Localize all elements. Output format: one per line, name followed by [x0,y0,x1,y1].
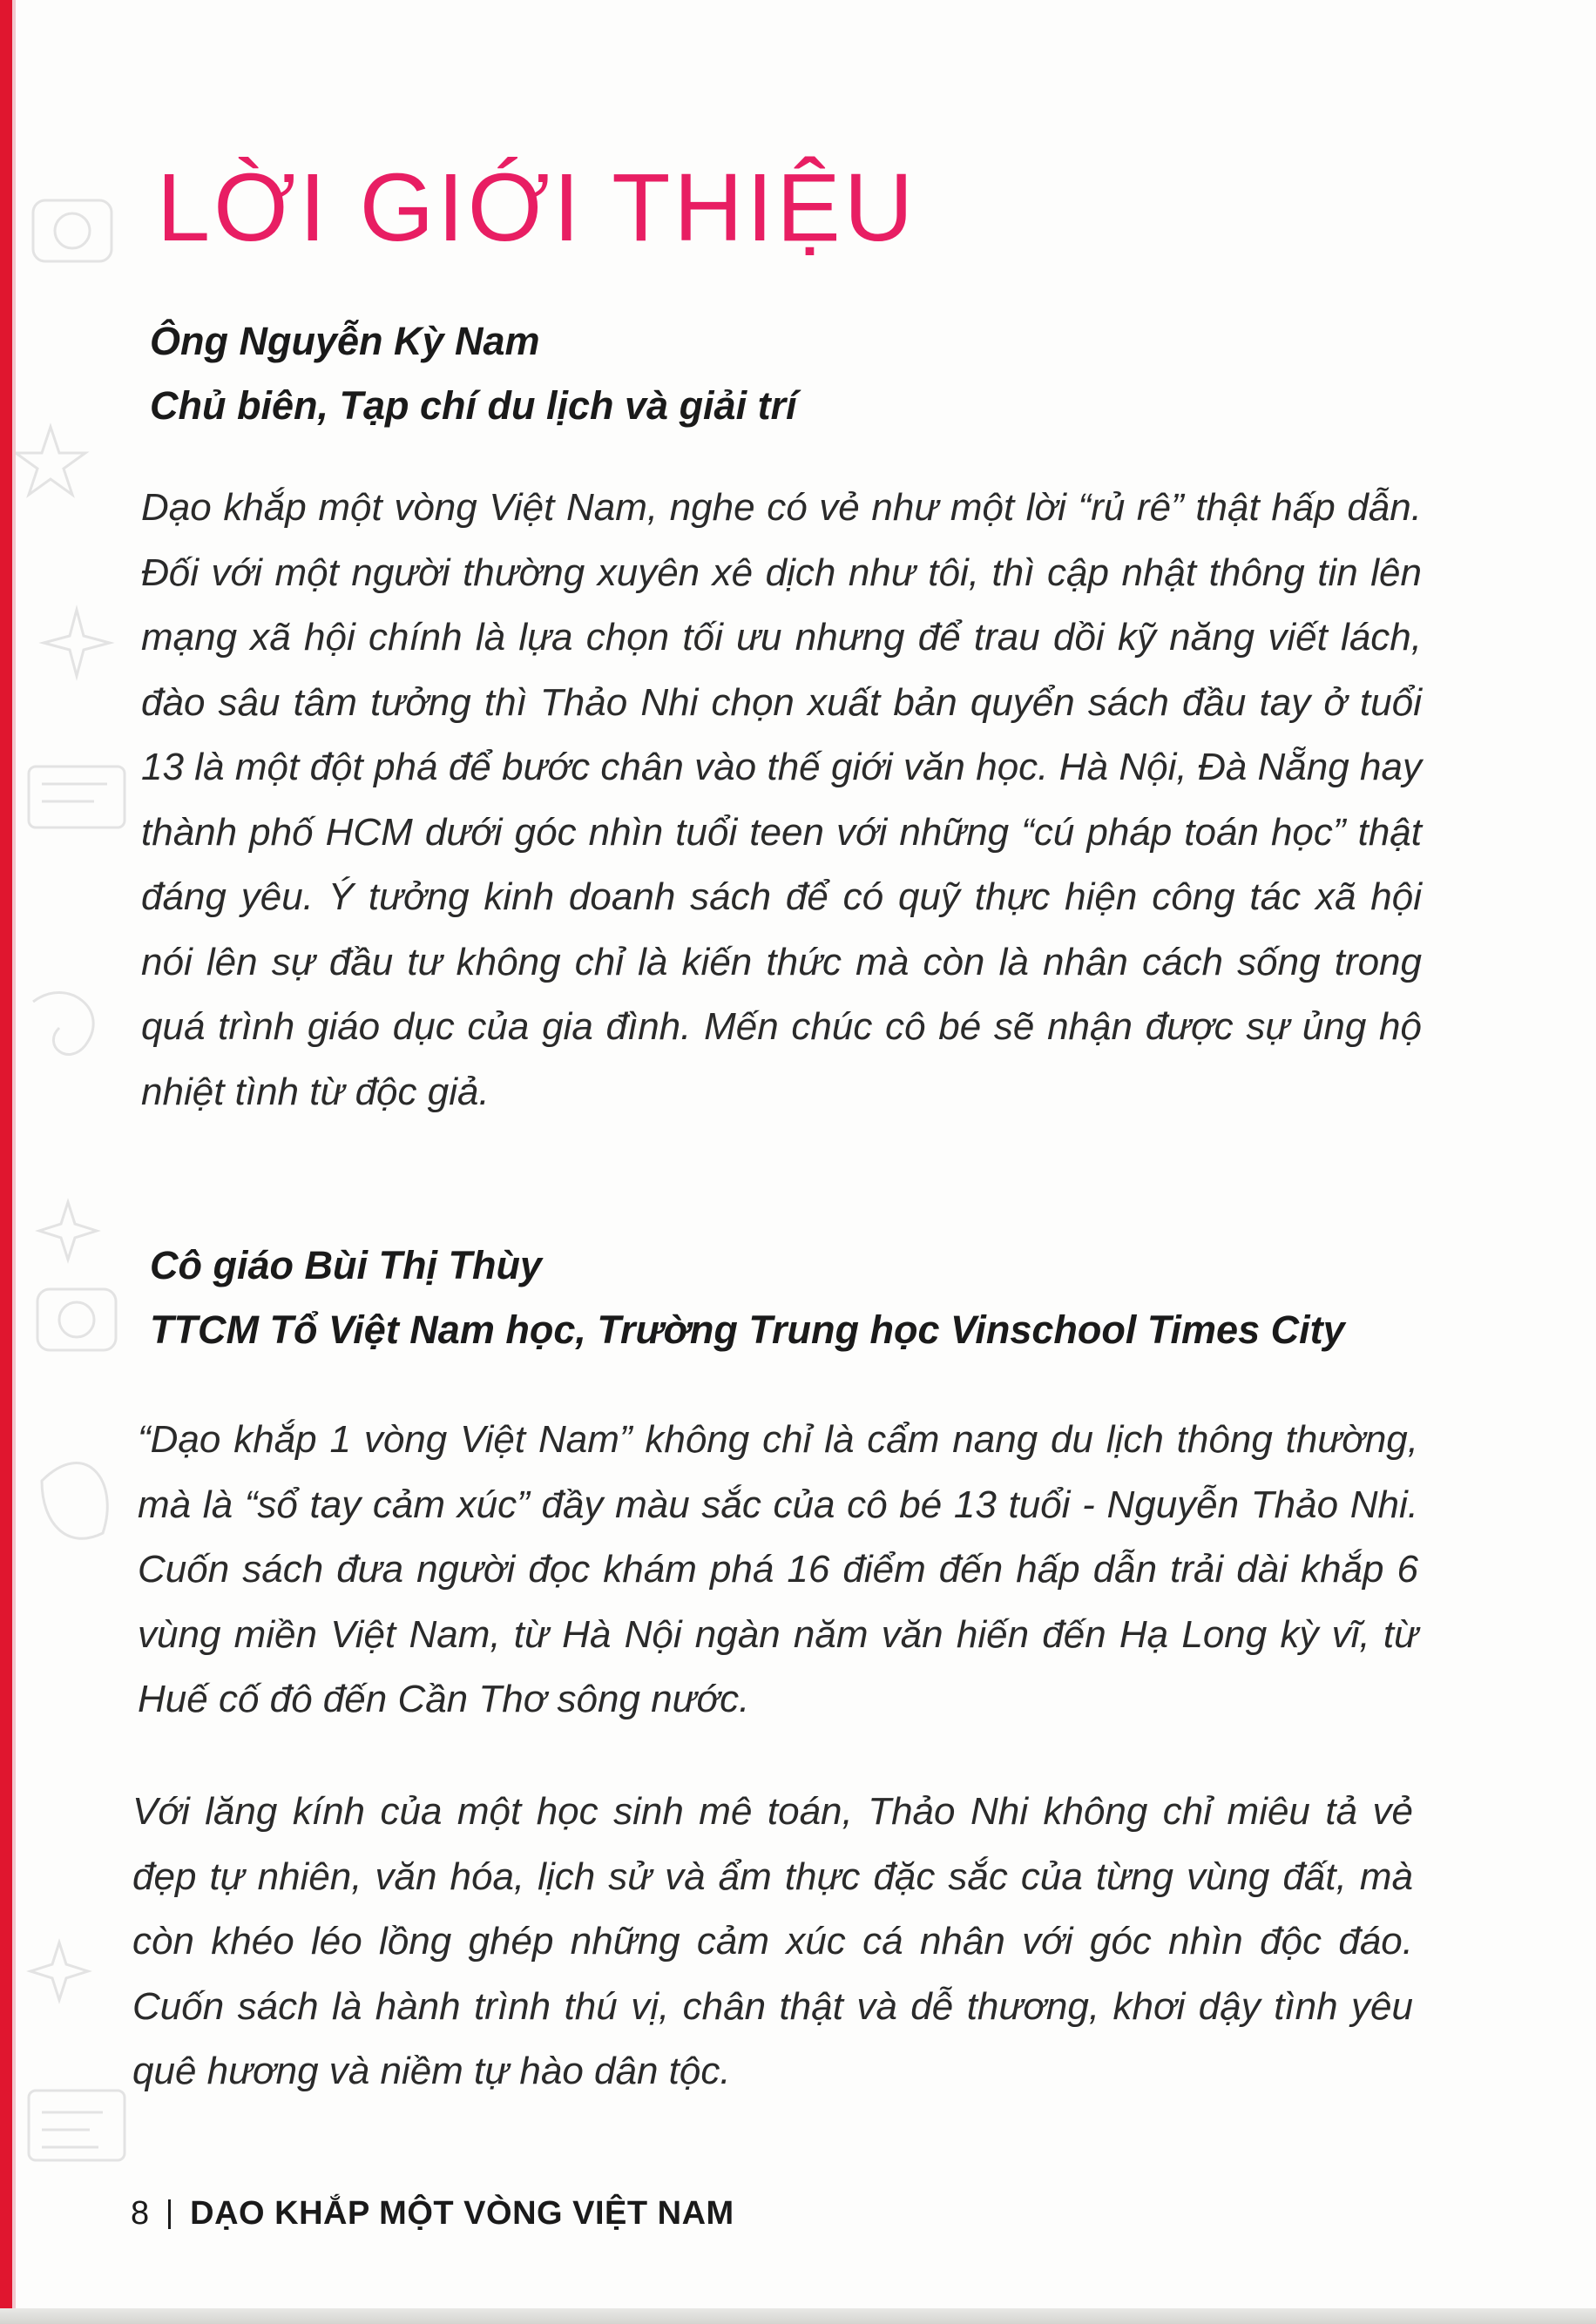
sparkle-icon [44,610,110,676]
paragraph: Với lăng kính của một học sinh mê toán, Thảo Nhi không chỉ miêu tả vẻ đẹp tự nhiên, văn hóa, lịch sử và ẩm thực đặc sắc của từng vùng đất, mà còn khéo léo lồng ghép những cảm xúc cá nhân với góc nhìn độc đáo. Cuốn sách là hành trình thú vị, chân thật và dễ thương, khơi dậy tình yêu quê hương và niềm tự hào dân tộc. [132,1790,1413,2092]
sparkle-icon-3 [30,1942,88,2000]
running-title: DẠO KHẮP MỘT VÒNG VIỆT NAM [190,2195,734,2232]
page-bottom-edge [0,2308,1596,2324]
author-role: TTCM Tổ Việt Nam học, Trường Trung học Vinschool Times City [150,1307,1345,1352]
star-icon [16,427,85,495]
author-role: Chủ biên, Tạp chí du lịch và giải trí [150,383,797,428]
postcard-icon [29,2091,125,2160]
red-spine-edge [0,0,12,2324]
paragraph: Dạo khắp một vòng Việt Nam, nghe có vẻ như một lời “rủ rê” thật hấp dẫn. Đối với một người thường xuyên xê dịch như tôi, thì cập nhật thông tin lên mạng xã hội chính là lựa chọn tối ưu nhưng để trau dồi kỹ năng viết lách, đào sâu tâm tưởng thì Thảo Nhi chọn xuất bản quyển sách đầu tay ở tuổi 13 là một đột phá để bước chân vào thế giới văn học. Hà Nội, Đà Nẵng hay thành phố HCM dưới góc nhìn tuổi teen với những “cú pháp toán học” thật đáng yêu. Ý tưởng kinh doanh sách để có quỹ thực hiện công tác xã hội nói lên sự đầu tư không chỉ là kiến thức mà còn là nhân cách sống trong quá trình giáo dục của gia đình. Mến chúc cô bé sẽ nhận được sự ủng hộ nhiệt tình từ độc giả. [141,486,1422,1113]
leaf-icon [42,1463,107,1539]
decorative-doodles [16,0,146,2308]
page-footer [131,2195,734,2233]
paragraph: “Dạo khắp 1 vòng Việt Nam” không chỉ là cẩm nang du lịch thông thường, mà là “sổ tay cảm xúc” đầy màu sắc của cô bé 13 tuổi - Nguyễn Thảo Nhi. Cuốn sách đưa người đọc khám phá 16 điểm đến hấp dẫn trải dài khắp 6 vùng miền Việt Nam, từ Hà Nội ngàn năm văn hiến đến Hạ Long kỳ vĩ, từ Huế cố đô đến Cần Thơ sông nước. [138,1418,1418,1720]
sparkle-icon-2 [39,1202,97,1260]
camera-icon [33,200,112,261]
page-number: 8 [131,2195,150,2232]
swirl-icon [33,993,93,1055]
author-block-1 [150,309,797,438]
author-name: Ông Nguyễn Kỳ Nam [150,319,540,363]
ticket-icon [29,767,125,828]
camera-icon-2 [37,1289,116,1350]
author-block-2 [150,1233,1345,1362]
footer-divider [168,2199,171,2229]
author-name: Cô giáo Bùi Thị Thùy [150,1243,542,1287]
page-title: LỜI GIỚI THIỆU [157,154,917,261]
